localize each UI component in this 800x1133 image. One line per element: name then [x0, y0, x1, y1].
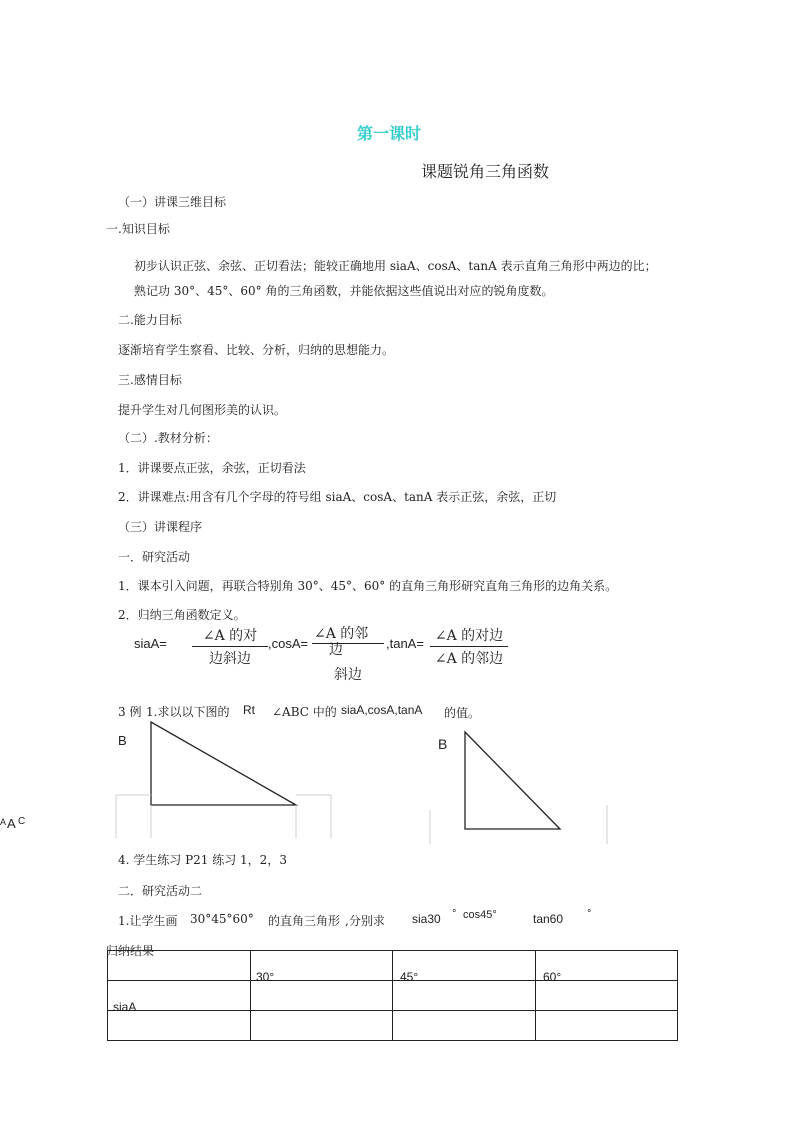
activity-2-heading: 二．研究活动二 [118, 884, 203, 898]
table-cell [393, 1011, 536, 1041]
activity-2-item-1f: ° [452, 909, 457, 919]
emotion-text: 提升学生对几何图形美的认识。 [118, 403, 287, 417]
page-subtitle: 课题锐角三角函数 [421, 162, 550, 181]
activity-2-item-1c: 的直角三角形 [268, 914, 341, 928]
sin-numerator: ∠A 的对 [192, 625, 268, 647]
sin-denominator: 边斜边 [209, 651, 251, 667]
summary-label: 归纳结果 [106, 944, 155, 958]
activity-2-item-1b: 30°45°60° [190, 912, 254, 926]
activity-2-item-1h: tan60 [533, 912, 564, 926]
triangle-left [151, 722, 296, 805]
label-a-small: A [0, 817, 7, 827]
tan-numerator: ∠A 的对边 [430, 625, 508, 647]
procedure-item-1: 1．课本引入问题，再联合特别角 30°、45°、60° 的直角三角形研究直角三角形的边角关系。 [118, 579, 618, 593]
knowledge-line-2: 熟记功 30°、45°、60° 角的三角函数，并能依据这些值说出对应的锐角度数。 [134, 284, 554, 298]
example-abc: ∠ABC 中的 [272, 705, 337, 719]
example-funcs: siaA,cosA,tanA [341, 703, 423, 717]
ability-text: 逐渐培育学生察看、比较、分析，归纳的思想能力。 [118, 343, 395, 357]
label-b-left: B [118, 733, 127, 748]
table-cell [393, 981, 536, 1011]
cos-numerator-continued: 边 [329, 642, 343, 658]
tan-label: ,tanA= [386, 636, 424, 651]
cos-numerator: ∠A 的邻 [314, 626, 369, 642]
knowledge-line-1: 初步认识正弦、余弦、正切看法；能较正确地用 siaA、cosA、tanA 表示直角三角形中两边的比； [134, 259, 657, 273]
sin-label: siaA= [134, 636, 167, 651]
table-cell [250, 1011, 393, 1041]
results-table [107, 950, 678, 1041]
label-c: C [18, 816, 26, 827]
table-row [108, 951, 678, 981]
example-prefix: 3 例 [118, 705, 142, 719]
label-b-right: B [438, 736, 448, 752]
cos-denominator: 斜边 [334, 667, 362, 683]
activity-2-item-1a: 1.让学生画 [118, 914, 178, 928]
table-row [108, 981, 678, 1011]
analysis-item-1: 1．讲课要点正弦，余弦，正切看法 [118, 461, 306, 475]
table-row [108, 1011, 678, 1041]
procedure-item-2: 2．归纳三角函数定义。 [118, 608, 246, 622]
table-header-30: 30° [256, 970, 275, 984]
section-heading-analysis: （二）.教材分析： [118, 431, 218, 445]
table-cell [535, 981, 678, 1011]
table-cell [250, 981, 393, 1011]
knowledge-heading: 一.知识目标 [106, 222, 170, 236]
analysis-item-2: 2．讲课难点:用含有几个字母的符号组 siaA、cosA、tanA 表示正弦，余弦，正切 [118, 490, 557, 504]
example-rt: Rt [243, 703, 255, 717]
triangle-right [465, 732, 560, 829]
activity-2-item-1g: cos45° [463, 909, 497, 921]
label-a: A [7, 816, 16, 831]
table-header-cell [108, 951, 251, 981]
section-heading-procedure: （三）讲课程序 [118, 520, 203, 534]
table-header-45: 45° [400, 970, 419, 984]
example-text: 1.求以以下图的 [146, 705, 230, 719]
page-title: 第一课时 [357, 124, 422, 143]
table-cell [535, 1011, 678, 1041]
activity-1-heading: 一．研究活动 [118, 550, 191, 564]
section-heading-objectives: （一）讲课三维目标 [118, 195, 227, 209]
tan-denominator: ∠A 的邻边 [434, 651, 504, 667]
emotion-heading: 三.感情目标 [118, 373, 182, 387]
example-suffix: 的值。 [444, 706, 481, 720]
activity-2-item-1i: ° [587, 909, 592, 919]
practice-item-4: 4. 学生练习 P21 练习 1，2，3 [118, 853, 287, 867]
table-cell [108, 1011, 251, 1041]
ability-heading: 二.能力目标 [118, 313, 182, 327]
activity-2-item-1e: sia30 [412, 912, 441, 926]
cos-label: ,cosA= [268, 636, 309, 651]
table-header-60: 60° [543, 970, 562, 984]
activity-2-item-1d: ,分别求 [345, 914, 385, 928]
table-row-label-sia: siaA [113, 1000, 137, 1014]
